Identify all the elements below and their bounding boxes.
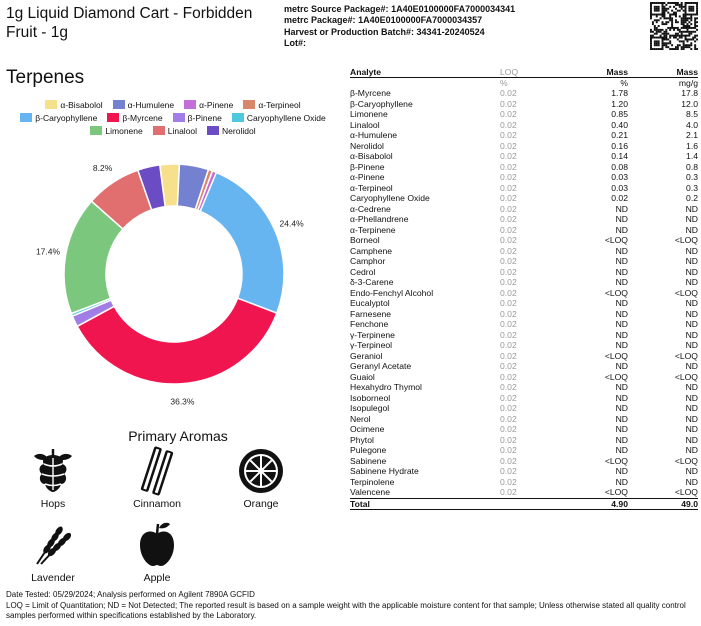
source-package-label: metrc Source Package#: [284, 4, 389, 14]
analyte-cell: Camphene [350, 245, 393, 256]
loq-cell: 0.02 [500, 224, 517, 235]
mass-mgg-cell: ND [685, 245, 698, 256]
aroma-orange [216, 446, 306, 510]
unit-mass-percent: % [620, 78, 628, 88]
table-units-row [350, 78, 698, 89]
legend-swatch [90, 126, 102, 135]
table-row [350, 319, 698, 330]
analyte-cell: Isopulegol [350, 403, 390, 414]
table-row [350, 130, 698, 141]
mass-mgg-cell: <LOQ [674, 235, 698, 246]
table-row [350, 424, 698, 435]
batch-label: Harvest or Production Batch#: [284, 26, 415, 37]
total-mass-mgg: 49.0 [628, 498, 698, 510]
analyte-cell: Nerolidol [350, 140, 384, 151]
table-row [350, 414, 698, 425]
table-row [350, 183, 698, 194]
table-row [350, 109, 698, 120]
analyte-cell: α-Terpinene [350, 224, 396, 235]
table-row [350, 361, 698, 372]
loq-cell: 0.02 [500, 140, 517, 151]
loq-cell: 0.02 [500, 455, 517, 466]
analyte-cell: Camphor [350, 256, 386, 267]
loq-cell: 0.02 [500, 182, 517, 193]
package-value: 1A40E0100000FA7000034357 [358, 15, 483, 26]
loq-cell: 0.02 [500, 403, 517, 414]
legend-label: β-Caryophyllene [35, 112, 98, 123]
legend-item [107, 113, 162, 123]
legend-label: Linalool [167, 125, 198, 136]
product-title: 1g Liquid Diamond Cart - Forbidden Fruit - 1g [6, 5, 253, 41]
legend-item [153, 126, 197, 136]
loq-cell: 0.02 [500, 424, 517, 435]
header-loq: LOQ [500, 66, 558, 78]
lavender-icon [31, 520, 75, 568]
loq-cell: 0.02 [500, 298, 517, 309]
table-header-row [350, 66, 698, 78]
analyte-cell: Fenchone [350, 319, 389, 330]
legend-swatch [232, 113, 244, 122]
legend-swatch [184, 100, 196, 109]
mass-mgg-cell: ND [685, 403, 698, 414]
cinnamon-icon [135, 446, 179, 496]
analyte-cell: β-Caryophyllene [350, 98, 413, 109]
mass-percent-cell: 0.21 [611, 130, 628, 141]
table-row [350, 330, 698, 341]
table-row [350, 382, 698, 393]
mass-mgg-cell: ND [685, 392, 698, 403]
mass-mgg-cell: 0.3 [686, 182, 698, 193]
loq-cell: 0.02 [500, 476, 517, 487]
mass-percent-cell: ND [615, 203, 628, 214]
loq-cell: 0.02 [500, 172, 517, 183]
loq-cell: 0.02 [500, 98, 517, 109]
qr-code[interactable] [650, 2, 698, 50]
analyte-cell: Guaiol [350, 371, 375, 382]
legend-item [45, 100, 102, 110]
terpenes-heading: Terpenes [6, 67, 85, 88]
table-row [350, 256, 698, 267]
loq-cell: 0.02 [500, 203, 517, 214]
aroma-orange-label: Orange [243, 498, 279, 510]
mass-percent-cell: 0.14 [611, 151, 628, 162]
table-row [350, 445, 698, 456]
mass-mgg-cell: <LOQ [674, 455, 698, 466]
table-row [350, 477, 698, 488]
mass-percent-cell: ND [615, 319, 628, 330]
mass-percent-cell: 1.20 [611, 98, 628, 109]
analyte-cell: α-Cedrene [350, 203, 391, 214]
table-row [350, 193, 698, 204]
mass-mgg-cell: ND [685, 319, 698, 330]
mass-mgg-cell: 1.6 [686, 140, 698, 151]
mass-mgg-cell: 0.8 [686, 161, 698, 172]
loq-cell: 0.02 [500, 445, 517, 456]
unit-loq: % [500, 78, 508, 88]
package-row [284, 15, 515, 26]
mass-percent-cell: ND [615, 214, 628, 225]
mass-mgg-cell: <LOQ [674, 487, 698, 498]
mass-percent-cell: <LOQ [604, 235, 628, 246]
legend-label: β-Myrcene [122, 112, 163, 123]
analyte-cell: Eucalyptol [350, 298, 390, 309]
analyte-cell: δ-3-Carene [350, 277, 394, 288]
mass-percent-cell: ND [615, 434, 628, 445]
aroma-hops [8, 446, 98, 510]
loq-cell: 0.02 [500, 392, 517, 403]
legend-label: α-Humulene [127, 99, 175, 110]
analyte-cell: Farnesene [350, 308, 392, 319]
analyte-cell: Sabinene Hydrate [350, 466, 419, 477]
mass-percent-cell: ND [615, 308, 628, 319]
analyte-cell: Geraniol [350, 350, 383, 361]
mass-mgg-cell: 8.5 [686, 109, 698, 120]
legend-label: Nerolidol [222, 125, 256, 136]
mass-mgg-cell: ND [685, 340, 698, 351]
loq-cell: 0.02 [500, 361, 517, 372]
donut-slice-label: 17.4% [35, 246, 61, 257]
aroma-cinnamon-label: Cinnamon [133, 498, 181, 510]
loq-cell: 0.02 [500, 277, 517, 288]
mass-percent-cell: ND [615, 256, 628, 267]
mass-percent-cell: <LOQ [604, 350, 628, 361]
unit-analyte [350, 78, 500, 89]
lot-label: Lot#: [284, 37, 306, 48]
footer-line-1: Date Tested: 05/29/2024; Analysis performed on Agilent 7890A GCFID [6, 590, 255, 599]
loq-cell: 0.02 [500, 266, 517, 277]
table-row [350, 225, 698, 236]
legend-item [90, 126, 142, 136]
table-body [350, 88, 698, 498]
mass-percent-cell: ND [615, 245, 628, 256]
donut-slice [200, 173, 284, 314]
mass-mgg-cell: ND [685, 298, 698, 309]
lot-row [284, 38, 515, 49]
donut-slice [77, 298, 277, 384]
analyte-cell: Terpinolene [350, 476, 395, 487]
loq-cell: 0.02 [500, 413, 517, 424]
mass-mgg-cell: 0.3 [686, 172, 698, 183]
source-package-row [284, 4, 515, 15]
analyte-cell: Isoborneol [350, 392, 391, 403]
table-row [350, 466, 698, 477]
analyte-cell: Phytol [350, 434, 374, 445]
mass-percent-cell: 0.03 [611, 172, 628, 183]
mass-percent-cell: ND [615, 361, 628, 372]
mass-percent-cell: 0.08 [611, 161, 628, 172]
table-row [350, 456, 698, 467]
legend-row [8, 111, 338, 124]
header-mass-percent: Mass [558, 66, 628, 78]
legend-item [232, 113, 326, 123]
table-row [350, 340, 698, 351]
mass-percent-cell: ND [615, 466, 628, 477]
mass-percent-cell: ND [615, 224, 628, 235]
mass-percent-cell: ND [615, 298, 628, 309]
loq-cell: 0.02 [500, 287, 517, 298]
mass-mgg-cell: <LOQ [674, 371, 698, 382]
mass-percent-cell: 0.16 [611, 140, 628, 151]
aroma-apple-label: Apple [143, 572, 171, 584]
loq-cell: 0.02 [500, 308, 517, 319]
loq-cell: 0.02 [500, 487, 517, 498]
loq-cell: 0.02 [500, 235, 517, 246]
analyte-cell: α-Phellandrene [350, 214, 409, 225]
mass-percent-cell: <LOQ [604, 371, 628, 382]
analyte-cell: Pulegone [350, 445, 387, 456]
analyte-cell: β-Myrcene [350, 88, 391, 99]
mass-mgg-cell: ND [685, 445, 698, 456]
mass-percent-cell: <LOQ [604, 287, 628, 298]
analyte-cell: Hexahydro Thymol [350, 382, 422, 393]
mass-percent-cell: ND [615, 382, 628, 393]
legend-item [243, 100, 300, 110]
legend-label: α-Pinene [199, 99, 234, 110]
mass-mgg-cell: 0.2 [686, 193, 698, 204]
analyte-cell: α-Pinene [350, 172, 385, 183]
loq-cell: 0.02 [500, 130, 517, 141]
mass-mgg-cell: ND [685, 214, 698, 225]
table-row [350, 214, 698, 225]
analyte-cell: Limonene [350, 109, 388, 120]
mass-mgg-cell: 4.0 [686, 119, 698, 130]
table-row [350, 172, 698, 183]
table-row [350, 298, 698, 309]
analyte-cell: Sabinene [350, 455, 387, 466]
total-row [350, 498, 698, 510]
legend-item [113, 100, 175, 110]
table-row [350, 141, 698, 152]
analyte-cell: Cedrol [350, 266, 376, 277]
loq-cell: 0.02 [500, 350, 517, 361]
total-mass-percent: 4.90 [558, 498, 628, 510]
aroma-lavender-label: Lavender [31, 572, 75, 584]
aroma-cinnamon [112, 446, 202, 510]
analyte-cell: Borneol [350, 235, 380, 246]
mass-percent-cell: ND [615, 424, 628, 435]
legend-row [8, 124, 338, 137]
table-row [350, 403, 698, 414]
legend-item [184, 100, 233, 110]
apple-icon [135, 520, 179, 568]
analyte-cell: Nerol [350, 413, 371, 424]
aroma-hops-label: Hops [40, 498, 66, 510]
analyte-cell: Valencene [350, 487, 390, 498]
mass-percent-cell: <LOQ [604, 487, 628, 498]
mass-mgg-cell: ND [685, 256, 698, 267]
legend-label: Caryophyllene Oxide [246, 112, 326, 123]
analyte-cell: α-Humulene [350, 130, 398, 141]
header-mass-mgg: Mass [628, 66, 698, 78]
legend-swatch [243, 100, 255, 109]
mass-mgg-cell: <LOQ [674, 350, 698, 361]
mass-percent-cell: ND [615, 413, 628, 424]
legend-swatch [107, 113, 119, 122]
mass-percent-cell: ND [615, 476, 628, 487]
loq-cell: 0.02 [500, 151, 517, 162]
mass-percent-cell: 0.02 [611, 193, 628, 204]
primary-aromas-heading: Primary Aromas [128, 428, 228, 444]
terpene-results-table [350, 66, 698, 510]
legend-row [8, 98, 338, 111]
package-info [284, 4, 515, 49]
mass-mgg-cell: <LOQ [674, 287, 698, 298]
mass-mgg-cell: ND [685, 413, 698, 424]
legend-swatch [20, 113, 32, 122]
mass-percent-cell: ND [615, 403, 628, 414]
mass-mgg-cell: ND [685, 329, 698, 340]
loq-cell: 0.02 [500, 466, 517, 477]
analyte-cell: β-Pinene [350, 161, 385, 172]
table-row [350, 435, 698, 446]
donut-slice-label: 24.4% [279, 218, 304, 229]
mass-mgg-cell: ND [685, 277, 698, 288]
aroma-apple [112, 520, 202, 584]
table-row [350, 372, 698, 383]
legend-swatch [153, 126, 165, 135]
mass-mgg-cell: 12.0 [681, 98, 698, 109]
mass-percent-cell: <LOQ [604, 455, 628, 466]
table-row [350, 309, 698, 320]
table-row [350, 246, 698, 257]
orange-icon [237, 446, 285, 496]
mass-percent-cell: ND [615, 266, 628, 277]
legend-swatch [173, 113, 185, 122]
terpene-donut-chart [20, 160, 340, 420]
mass-percent-cell: ND [615, 392, 628, 403]
loq-cell: 0.02 [500, 88, 517, 99]
donut-slice-label: 36.3% [170, 396, 195, 407]
total-label: Total [350, 498, 500, 510]
mass-percent-cell: ND [615, 329, 628, 340]
mass-mgg-cell: 2.1 [686, 130, 698, 141]
table-row [350, 393, 698, 404]
footer-notes [6, 590, 696, 622]
unit-mass-mgg: mg/g [678, 78, 698, 88]
legend-label: α-Bisabolol [60, 99, 103, 110]
mass-mgg-cell: ND [685, 382, 698, 393]
mass-mgg-cell: ND [685, 424, 698, 435]
loq-cell: 0.02 [500, 434, 517, 445]
loq-cell: 0.02 [500, 109, 517, 120]
mass-mgg-cell: ND [685, 266, 698, 277]
table-row [350, 120, 698, 131]
loq-cell: 0.02 [500, 371, 517, 382]
analyte-cell: Endo-Fenchyl Alcohol [350, 287, 434, 298]
table-row [350, 151, 698, 162]
table-row [350, 351, 698, 362]
mass-mgg-cell: ND [685, 434, 698, 445]
mass-mgg-cell: 1.4 [686, 151, 698, 162]
table-row [350, 162, 698, 173]
header-analyte: Analyte [350, 66, 500, 78]
mass-mgg-cell: ND [685, 203, 698, 214]
mass-mgg-cell: ND [685, 476, 698, 487]
legend-swatch [113, 100, 125, 109]
analyte-cell: α-Terpineol [350, 182, 393, 193]
package-label: metrc Package#: [284, 15, 356, 26]
analyte-cell: α-Bisabolol [350, 151, 393, 162]
mass-mgg-cell: ND [685, 466, 698, 477]
analyte-cell: γ-Terpineol [350, 340, 393, 351]
mass-percent-cell: 0.40 [611, 119, 628, 130]
hops-icon [31, 446, 75, 496]
mass-mgg-cell: 17.8 [681, 88, 698, 99]
batch-value: 34341-20240524 [416, 26, 485, 37]
loq-cell: 0.02 [500, 193, 517, 204]
mass-percent-cell: 0.85 [611, 109, 628, 120]
analyte-cell: Ocimene [350, 424, 385, 435]
analyte-cell: Caryophyllene Oxide [350, 193, 430, 204]
table-row [350, 88, 698, 99]
source-package-value: 1A40E0100000FA7000034341 [391, 4, 516, 14]
analyte-cell: Geranyl Acetate [350, 361, 412, 372]
loq-cell: 0.02 [500, 214, 517, 225]
loq-cell: 0.02 [500, 329, 517, 340]
chart-legend [8, 98, 338, 137]
loq-cell: 0.02 [500, 245, 517, 256]
mass-mgg-cell: ND [685, 308, 698, 319]
mass-percent-cell: ND [615, 277, 628, 288]
legend-item [20, 113, 97, 123]
mass-percent-cell: ND [615, 445, 628, 456]
loq-cell: 0.02 [500, 319, 517, 330]
loq-cell: 0.02 [500, 340, 517, 351]
table-row [350, 204, 698, 215]
batch-row [284, 27, 515, 38]
legend-label: Limonene [105, 125, 143, 136]
analyte-cell: Linalool [350, 119, 380, 130]
loq-cell: 0.02 [500, 382, 517, 393]
legend-label: α-Terpineol [258, 99, 301, 110]
table-row [350, 277, 698, 288]
legend-item [173, 113, 222, 123]
table-row [350, 235, 698, 246]
legend-item [207, 126, 256, 136]
table-row [350, 288, 698, 299]
legend-label: β-Pinene [187, 112, 222, 123]
legend-swatch [207, 126, 219, 135]
footer-line-2: LOQ = Limit of Quantitation; ND = Not Detected; The reported result is based on a sample weight with the applicable moisture content for that sample; Unless otherwise stated all quality control samples performed within specifications established by the Laboratory. [6, 600, 686, 620]
mass-percent-cell: 1.78 [611, 88, 628, 99]
donut-slice-label: 8.2% [92, 162, 113, 173]
table-row [350, 99, 698, 110]
loq-cell: 0.02 [500, 161, 517, 172]
mass-mgg-cell: ND [685, 224, 698, 235]
table-row [350, 487, 698, 498]
mass-mgg-cell: ND [685, 361, 698, 372]
mass-percent-cell: 0.03 [611, 182, 628, 193]
table-row [350, 267, 698, 278]
aroma-lavender [8, 520, 98, 584]
total-loq [500, 498, 558, 510]
analyte-cell: γ-Terpinene [350, 329, 395, 340]
mass-percent-cell: ND [615, 340, 628, 351]
legend-swatch [45, 100, 57, 109]
loq-cell: 0.02 [500, 119, 517, 130]
loq-cell: 0.02 [500, 256, 517, 267]
